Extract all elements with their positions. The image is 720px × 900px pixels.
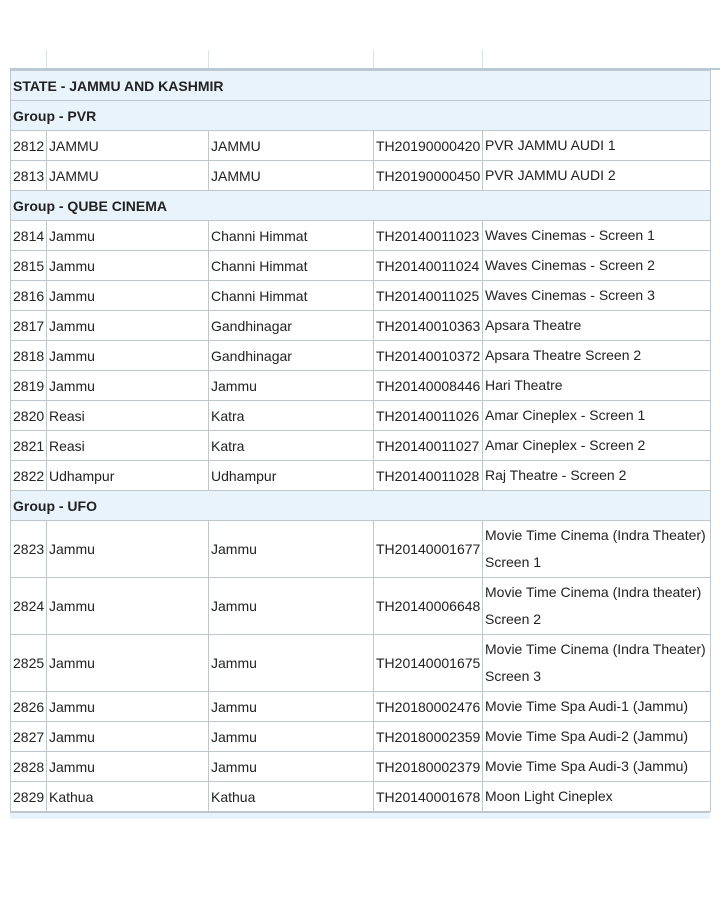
group-title: Group - UFO	[11, 491, 711, 521]
district-cell: JAMMU	[47, 131, 209, 161]
theatre-name-cell: Movie Time Cinema (Indra Theater) Screen 3	[483, 635, 711, 692]
district-cell: Kathua	[47, 782, 209, 812]
table-row	[11, 251, 711, 281]
theatre-name-cell: Apsara Theatre Screen 2	[483, 341, 711, 371]
district-cell: Jammu	[47, 752, 209, 782]
theatre-code-cell: TH20180002379	[374, 752, 483, 782]
theatre-name-cell: Movie Time Cinema (Indra Theater) Screen 1	[483, 521, 711, 578]
theatre-code-cell: TH20140010363	[374, 311, 483, 341]
theatre-name-cell: Waves Cinemas - Screen 2	[483, 251, 711, 281]
theatre-name-cell: Apsara Theatre	[483, 311, 711, 341]
state-title: STATE - JAMMU AND KASHMIR	[11, 71, 711, 101]
table-row	[11, 431, 711, 461]
table-row	[11, 461, 711, 491]
theatre-code-cell: TH20140010372	[374, 341, 483, 371]
district-cell: Jammu	[47, 371, 209, 401]
district-cell: Reasi	[47, 431, 209, 461]
serial-number-cell: 2814	[11, 221, 47, 251]
group-title: Group - PVR	[11, 101, 711, 131]
theatre-code-cell: TH20190000420	[374, 131, 483, 161]
district-cell: Jammu	[47, 341, 209, 371]
theatre-code-cell: TH20140008446	[374, 371, 483, 401]
serial-number-cell: 2813	[11, 161, 47, 191]
city-cell: Channi Himmat	[209, 251, 374, 281]
serial-number-cell: 2821	[11, 431, 47, 461]
table-row	[11, 221, 711, 251]
theatre-code-cell: TH20140006648	[374, 578, 483, 635]
theatre-name-cell: Amar Cineplex - Screen 1	[483, 401, 711, 431]
theatre-code-cell: TH20140001678	[374, 782, 483, 812]
theatre-code-cell: TH20140011025	[374, 281, 483, 311]
theatre-name-cell: Amar Cineplex - Screen 2	[483, 431, 711, 461]
district-cell: JAMMU	[47, 161, 209, 191]
listing-frame	[10, 50, 720, 819]
city-cell: Channi Himmat	[209, 281, 374, 311]
group-header-row	[11, 101, 711, 131]
table-bottom-edge	[10, 812, 710, 819]
serial-number-cell: 2820	[11, 401, 47, 431]
city-cell: Jammu	[209, 692, 374, 722]
theatre-code-cell: TH20190000450	[374, 161, 483, 191]
table-row	[11, 341, 711, 371]
table-row	[11, 752, 711, 782]
city-cell: JAMMU	[209, 161, 374, 191]
district-cell: Jammu	[47, 722, 209, 752]
theatre-code-cell: TH20140011028	[374, 461, 483, 491]
theatre-name-cell: Moon Light Cineplex	[483, 782, 711, 812]
table-row	[11, 521, 711, 578]
city-cell: Jammu	[209, 635, 374, 692]
city-cell: Jammu	[209, 578, 374, 635]
theatre-name-cell: PVR JAMMU AUDI 2	[483, 161, 711, 191]
theatre-code-cell: TH20140011027	[374, 431, 483, 461]
city-cell: Jammu	[209, 722, 374, 752]
serial-number-cell: 2812	[11, 131, 47, 161]
city-cell: Gandhinagar	[209, 311, 374, 341]
serial-number-cell: 2818	[11, 341, 47, 371]
theatre-name-cell: Movie Time Spa Audi-3 (Jammu)	[483, 752, 711, 782]
theatre-name-cell: Waves Cinemas - Screen 3	[483, 281, 711, 311]
theatre-name-cell: Waves Cinemas - Screen 1	[483, 221, 711, 251]
serial-number-cell: 2815	[11, 251, 47, 281]
table-row	[11, 131, 711, 161]
serial-number-cell: 2817	[11, 311, 47, 341]
table-row	[11, 635, 711, 692]
table-row	[11, 401, 711, 431]
district-cell: Jammu	[47, 635, 209, 692]
city-cell: JAMMU	[209, 131, 374, 161]
city-cell: Katra	[209, 401, 374, 431]
state-header-row	[11, 71, 711, 101]
theatre-code-cell: TH20140011023	[374, 221, 483, 251]
theatre-table	[10, 70, 711, 812]
group-header-row	[11, 191, 711, 221]
theatre-code-cell: TH20140011026	[374, 401, 483, 431]
theatre-code-cell: TH20180002476	[374, 692, 483, 722]
theatre-name-cell: Raj Theatre - Screen 2	[483, 461, 711, 491]
table-row	[11, 578, 711, 635]
serial-number-cell: 2816	[11, 281, 47, 311]
group-title: Group - QUBE CINEMA	[11, 191, 711, 221]
theatre-code-cell: TH20140001677	[374, 521, 483, 578]
serial-number-cell: 2824	[11, 578, 47, 635]
district-cell: Jammu	[47, 281, 209, 311]
theatre-name-cell: PVR JAMMU AUDI 1	[483, 131, 711, 161]
district-cell: Jammu	[47, 251, 209, 281]
district-cell: Jammu	[47, 311, 209, 341]
table-row	[11, 722, 711, 752]
theatre-name-cell: Movie Time Spa Audi-1 (Jammu)	[483, 692, 711, 722]
city-cell: Kathua	[209, 782, 374, 812]
serial-number-cell: 2827	[11, 722, 47, 752]
table-row	[11, 311, 711, 341]
city-cell: Channi Himmat	[209, 221, 374, 251]
serial-number-cell: 2829	[11, 782, 47, 812]
theatre-name-cell: Hari Theatre	[483, 371, 711, 401]
serial-number-cell: 2823	[11, 521, 47, 578]
table-row	[11, 161, 711, 191]
city-cell: Katra	[209, 431, 374, 461]
table-row	[11, 692, 711, 722]
district-cell: Jammu	[47, 692, 209, 722]
district-cell: Reasi	[47, 401, 209, 431]
table-row	[11, 371, 711, 401]
district-cell: Jammu	[47, 521, 209, 578]
serial-number-cell: 2826	[11, 692, 47, 722]
district-cell: Jammu	[47, 221, 209, 251]
district-cell: Jammu	[47, 578, 209, 635]
city-cell: Jammu	[209, 752, 374, 782]
group-header-row	[11, 491, 711, 521]
table-row	[11, 281, 711, 311]
theatre-name-cell: Movie Time Cinema (Indra theater) Screen 2	[483, 578, 711, 635]
theatre-name-cell: Movie Time Spa Audi-2 (Jammu)	[483, 722, 711, 752]
city-cell: Jammu	[209, 371, 374, 401]
serial-number-cell: 2828	[11, 752, 47, 782]
table-top-edge	[10, 50, 720, 70]
theatre-code-cell: TH20140011024	[374, 251, 483, 281]
theatre-code-cell: TH20140001675	[374, 635, 483, 692]
city-cell: Jammu	[209, 521, 374, 578]
serial-number-cell: 2819	[11, 371, 47, 401]
serial-number-cell: 2825	[11, 635, 47, 692]
district-cell: Udhampur	[47, 461, 209, 491]
city-cell: Udhampur	[209, 461, 374, 491]
city-cell: Gandhinagar	[209, 341, 374, 371]
serial-number-cell: 2822	[11, 461, 47, 491]
table-row	[11, 782, 711, 812]
theatre-code-cell: TH20180002359	[374, 722, 483, 752]
